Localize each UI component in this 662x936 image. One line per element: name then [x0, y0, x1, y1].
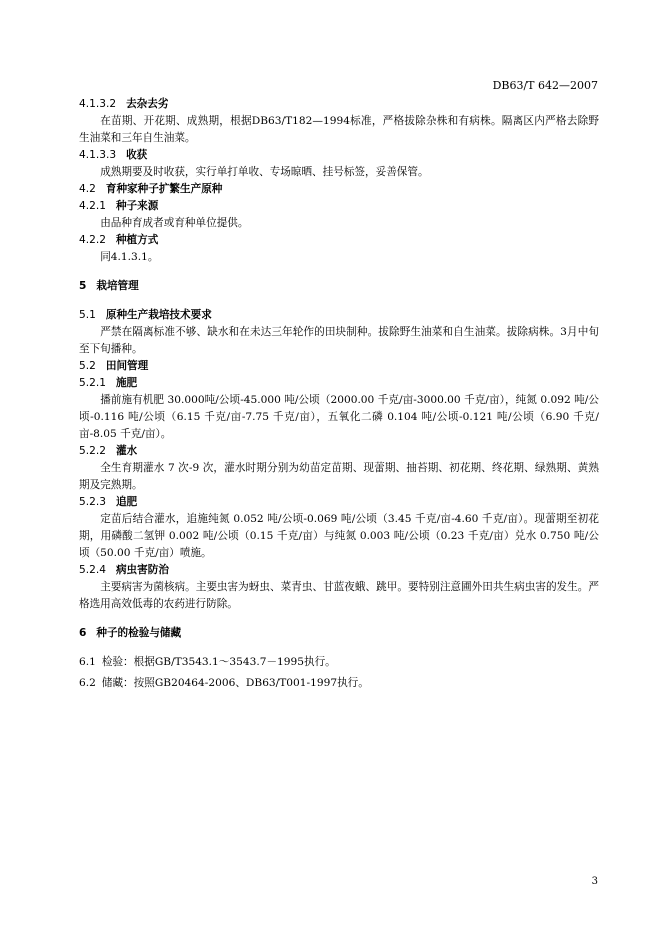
- page-content: [79, 96, 599, 692]
- section-heading-5-2-4: 5.2.4 病虫害防治: [79, 564, 169, 576]
- section-heading-4-1-3-2: 4.1.3.2 去杂去劣: [79, 98, 169, 110]
- paragraph: 全生育期灌水 7 次-9 次，灌水时期分别为幼苗定苗期、现蕾期、抽苔期、初花期、终花期、绿熟期、黄熟期及完熟期。: [79, 462, 599, 491]
- section-heading-4-1-3-3: 4.1.3.3 收获: [79, 149, 148, 161]
- paragraph: 成熟期要及时收获，实行单打单收、专场晾晒、挂号标签，妥善保管。: [100, 166, 429, 178]
- chapter-heading-5: 5 栽培管理: [79, 280, 139, 292]
- section-heading-5-2-2: 5.2.2 灌水: [79, 445, 138, 457]
- chapter-heading-6: 6 种子的检验与储藏: [79, 627, 182, 639]
- section-heading-5-1: 5.1 原种生产栽培技术要求: [79, 309, 212, 321]
- paragraph: 主要病害为菌核病。主要虫害为蚜虫、菜青虫、甘蓝夜蛾、跳甲。要特别注意圃外田共生病虫害的发生。严格选用高效低毒的农药进行防除。: [79, 581, 599, 610]
- section-heading-5-2-3: 5.2.3 追肥: [79, 496, 138, 508]
- paragraph: 播前施有机肥 30.000吨/公顷-45.000 吨/公顷（2000.00 千克/亩-3000.00 千克/亩），纯氮 0.092 吨/公顷-0.116 吨/公顷（6.15 千克/亩-7.75 千克/亩），五氧化二磷 0.104 吨/公顷-0.121 吨/公顷（6.90 千克/亩-8.05 千克/亩）。: [79, 394, 599, 440]
- paragraph: 由品种育成者或育种单位提供。: [100, 217, 249, 229]
- spacer: [79, 613, 599, 625]
- paragraph: 严禁在隔离标准不够、缺水和在未达三年轮作的田块制种。拔除野生油菜和自生油菜。拔除病株。3月中旬至下旬播种。: [79, 326, 599, 355]
- spacer: [79, 266, 599, 278]
- spacer: [79, 295, 599, 307]
- section-heading-4-2-1: 4.2.1 种子来源: [79, 200, 159, 212]
- paragraph: 在苗期、开花期、成熟期，根据DB63/T182—1994标准，严格拔除杂株和有病株。隔离区内严格去除野生油菜和三年自生油菜。: [79, 115, 599, 144]
- paragraph: 同4.1.3.1。: [100, 251, 159, 263]
- section-heading-5-2-1: 5.2.1 施肥: [79, 377, 138, 389]
- spacer: [79, 642, 599, 654]
- section-heading-4-2: 4.2 育种家种子扩繁生产原种: [79, 183, 223, 195]
- section-heading-4-2-2: 4.2.2 种植方式: [79, 234, 159, 246]
- page-number: 3: [591, 876, 598, 887]
- paragraph: 定苗后结合灌水，追施纯氮 0.052 吨/公顷-0.069 吨/公顷（3.45 千克/亩-4.60 千克/亩）。现蕾期至初花期，用磷酸二氢钾 0.002 吨/公顷（0.15 千克/亩）与纯氮 0.003 吨/公顷（0.23 千克/亩）兑水 0.750 吨/公顷（50.00 千克/亩）喷施。: [79, 513, 599, 559]
- clause-6-1: 6.1 检验：根据GB/T3543.1～3543.7－1995执行。: [79, 656, 336, 668]
- section-heading-5-2: 5.2 田间管理: [79, 360, 149, 372]
- standard-code: DB63/T 642—2007: [492, 79, 598, 92]
- clause-6-2: 6.2 储藏：按照GB20464-2006、DB63/T001-1997执行。: [79, 677, 369, 689]
